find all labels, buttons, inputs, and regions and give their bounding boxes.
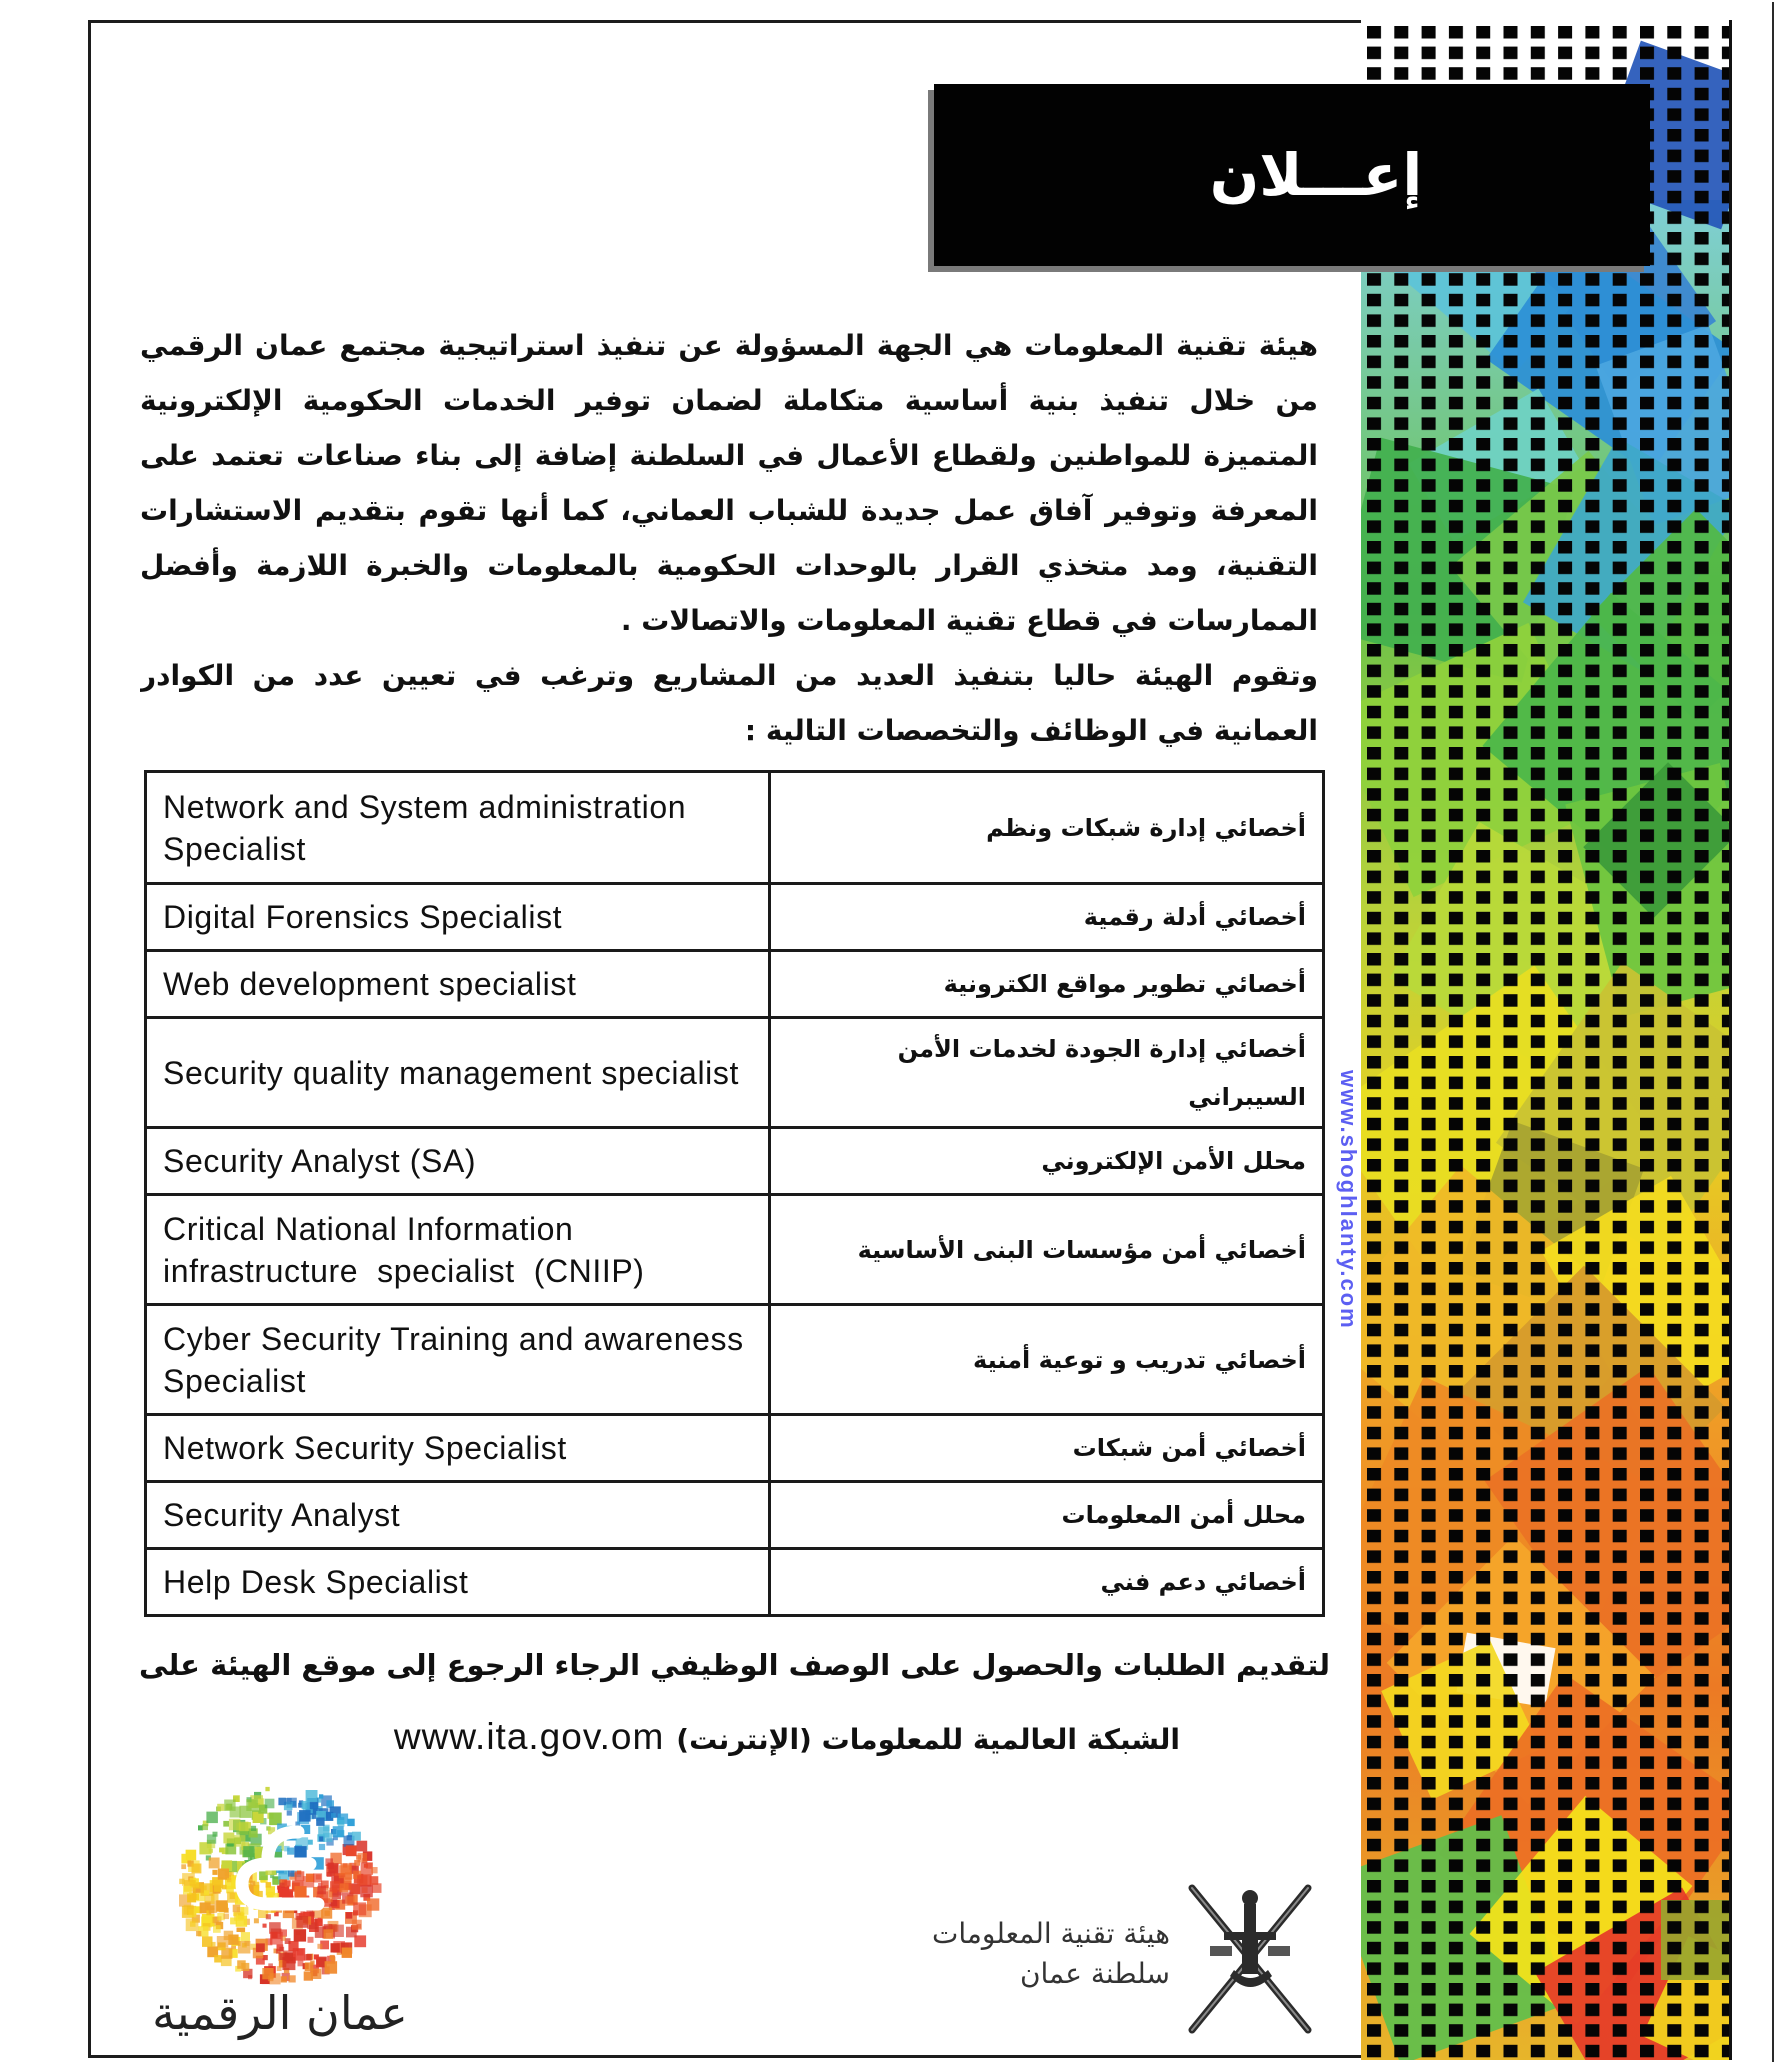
logo-pixel	[229, 1819, 241, 1831]
announcement-title: إعـــلان	[1209, 141, 1423, 209]
logo-pixel	[346, 1912, 353, 1919]
logo-pixel	[367, 1898, 379, 1910]
table-row	[146, 1482, 1324, 1549]
logo-pixel	[268, 1963, 273, 1968]
job-title-en: Network and System administration Specialist	[146, 772, 770, 884]
logo-pixel	[248, 1975, 252, 1979]
logo-pixel	[184, 1905, 194, 1915]
logo-pixel	[324, 1929, 334, 1939]
job-title-en: Help Desk Specialist	[146, 1549, 770, 1616]
ita-logo	[880, 1870, 1340, 2050]
logo-pixel	[269, 1813, 282, 1826]
watermark: www.shoghlanty.com	[1336, 1070, 1361, 1330]
logo-pixel	[212, 1870, 217, 1875]
internet-label: الشبكة العالمية للمعلومات (الإنترنت)	[676, 1723, 1180, 1756]
job-title-ar: أخصائي تدريب و توعية أمنية	[770, 1305, 1324, 1415]
table-row	[146, 1305, 1324, 1415]
table-row	[146, 1128, 1324, 1195]
logo-pixel	[370, 1876, 379, 1885]
logo-pixel	[219, 1848, 224, 1853]
logo-pixel	[358, 1853, 368, 1863]
job-title-ar: محلل أمن المعلومات	[770, 1482, 1324, 1549]
table-row	[146, 884, 1324, 951]
logo-pixel	[296, 1916, 308, 1928]
logo-pixel	[277, 1886, 281, 1890]
logo-pixel	[270, 1932, 283, 1945]
ita-country: سلطنة عمان	[1019, 1957, 1170, 1990]
job-title-ar: أخصائي أدلة رقمية	[770, 884, 1324, 951]
logo-pixel	[192, 1864, 202, 1874]
logo-pixel	[313, 1873, 322, 1882]
logo-pixel	[265, 1799, 275, 1809]
logo-pixel	[371, 1867, 377, 1873]
logo-pixel	[243, 1846, 254, 1857]
logo-pixel	[186, 1918, 199, 1931]
logo-pixel	[308, 1840, 313, 1845]
logo-pixel	[251, 1826, 256, 1831]
logo-pixel	[330, 1871, 334, 1875]
intro-text	[140, 318, 1318, 758]
logo-pixel	[325, 1961, 338, 1974]
oman-emblem-icon	[1180, 1880, 1320, 2040]
logo-pixel	[341, 1863, 352, 1874]
jobs-table	[144, 770, 1325, 1617]
logo-pixel	[294, 1846, 306, 1858]
logo-pixel	[330, 1881, 340, 1891]
logo-pixel	[331, 1943, 340, 1952]
logo-pixel	[206, 1812, 218, 1824]
digital-oman-logo-text: عمان الرقمية	[152, 1986, 408, 2040]
digital-oman-logo	[120, 1776, 460, 2054]
logo-pixel	[357, 1875, 367, 1885]
job-title-ar: أخصائي إدارة شبكات ونظم	[770, 772, 1324, 884]
logo-pixel	[273, 1879, 279, 1885]
ita-logo-text	[932, 1914, 1170, 1994]
logo-pixel	[266, 1914, 271, 1919]
logo-pixel	[250, 1881, 255, 1886]
job-title-en: Critical National Information infrastructure specialist (CNIIP)	[146, 1195, 770, 1305]
logo-pixel	[228, 1935, 238, 1945]
logo-pixel	[186, 1850, 197, 1861]
logo-pixel	[302, 1801, 310, 1809]
logo-pixel	[281, 1976, 287, 1982]
website-link[interactable]: www.ita.gov.om	[393, 1716, 665, 1757]
logo-pixel	[310, 1911, 315, 1916]
job-title-ar: أخصائي إدارة الجودة لخدمات الأمن السيبراني	[770, 1018, 1324, 1128]
logo-pixel	[217, 1804, 224, 1811]
logo-pixel	[308, 1937, 314, 1943]
logo-pixel	[202, 1824, 208, 1830]
logo-pixel	[294, 1886, 306, 1898]
logo-pixel	[224, 1800, 235, 1811]
logo-pixel	[216, 1900, 227, 1911]
decorative-mosaic-column	[1361, 20, 1732, 2060]
logo-pixel	[214, 1885, 221, 1892]
logo-pixel	[237, 1960, 246, 1969]
logo-pixel	[338, 1820, 345, 1827]
job-title-ar: أخصائي أمن مؤسسات البنى الأساسية	[770, 1195, 1324, 1305]
logo-pixel	[196, 1931, 201, 1936]
logo-pixel	[258, 1798, 264, 1804]
logo-pixel	[214, 1955, 221, 1962]
job-title-en: Cyber Security Training and awareness Specialist	[146, 1305, 770, 1415]
logo-pixel	[294, 1929, 306, 1941]
logo-pixel	[223, 1821, 229, 1827]
logo-pixel	[353, 1902, 366, 1915]
job-title-ar: أخصائي أمن شبكات	[770, 1415, 1324, 1482]
logo-pixel	[316, 1818, 324, 1826]
job-title-en: Security quality management specialist	[146, 1018, 770, 1128]
logo-pixel	[321, 1908, 332, 1919]
intro-paragraph-1: هيئة تقنية المعلومات هي الجهة المسؤولة عن تنفيذ استراتيجية مجتمع عمان الرقمي من خلال تنفيذ بنية أساسية متكاملة لضمان توفير الخدمات الحكومية الإلكترونية المتميزة للمواطنين ولقطاع الأعمال في السلطنة إضافة إلى بناء صناعات تعتمد على المعرفة وتوفير آفاق عمل جديدة للشباب العماني، كما أنها تقوم بتقديم الاستشارات التقنية، ومد متخذي القرار بالوحدات الحكومية بالمعلومات والخبرة اللازمة وأفضل الممارسات في قطاع تقنية المعلومات والاتصالات .	[140, 329, 1318, 637]
dot-grid-overlay	[1361, 20, 1732, 2060]
logo-pixel	[362, 1887, 368, 1893]
logo-pixel	[209, 1849, 213, 1853]
announcement-title-box	[934, 84, 1650, 266]
logo-pixel	[246, 1799, 258, 1811]
logo-pixel	[241, 1907, 249, 1915]
table-row	[146, 1018, 1324, 1128]
logo-pixel	[227, 1878, 231, 1882]
logo-pixel	[312, 1815, 316, 1819]
logo-pixel	[181, 1864, 186, 1869]
logo-pixel	[317, 1944, 322, 1949]
logo-pixel	[266, 1882, 272, 1888]
logo-pixel	[333, 1826, 344, 1837]
logo-pixel	[265, 1787, 269, 1791]
logo-pixel	[287, 1848, 294, 1855]
logo-pixel	[223, 1833, 234, 1844]
logo-pixel	[325, 1858, 333, 1866]
job-title-ar: أخصائي دعم فني	[770, 1549, 1324, 1616]
logo-pixel	[209, 1858, 220, 1869]
logo-pixel	[224, 1914, 230, 1920]
logo-pixel	[352, 1832, 361, 1841]
job-title-en: Network Security Specialist	[146, 1415, 770, 1482]
logo-pixel	[240, 1928, 245, 1933]
logo-pixel	[352, 1920, 362, 1930]
job-title-en: Digital Forensics Specialist	[146, 884, 770, 951]
logo-pixel	[230, 1893, 236, 1899]
logo-pixel	[269, 1973, 280, 1984]
job-title-ar: أخصائي تطوير مواقع الكترونية	[770, 951, 1324, 1018]
logo-pixel	[209, 1908, 215, 1914]
logo-pixel	[364, 1864, 368, 1868]
logo-pixel	[211, 1942, 216, 1947]
logo-pixel	[256, 1943, 265, 1952]
job-title-en: Security Analyst	[146, 1482, 770, 1549]
job-title-ar: محلل الأمن الإلكتروني	[770, 1128, 1324, 1195]
logo-pixel	[340, 1883, 349, 1892]
logo-pixel	[319, 1844, 325, 1850]
logo-pixel	[314, 1954, 319, 1959]
logo-pixel	[351, 1884, 360, 1893]
logo-pixel	[323, 1833, 332, 1842]
table-row	[146, 1415, 1324, 1482]
job-title-en: Security Analyst (SA)	[146, 1128, 770, 1195]
table-row	[146, 1195, 1324, 1305]
logo-pixel	[319, 1794, 323, 1798]
intro-paragraph-2: وتقوم الهيئة حاليا بتنفيذ العديد من المشاريع وترغب في تعيين عدد من الكوادر العمانية في الوظائف والتخصصات التالية :	[140, 659, 1318, 747]
logo-pixel	[357, 1841, 368, 1852]
logo-pixel	[202, 1936, 213, 1947]
logo-pixel	[354, 1935, 366, 1947]
logo-pixel	[284, 1880, 290, 1886]
table-row	[146, 772, 1324, 884]
logo-pixel	[254, 1918, 259, 1923]
logo-pixel	[236, 1915, 247, 1926]
logo-pixel	[299, 1810, 311, 1822]
logo-pixel	[179, 1879, 184, 1884]
apply-instructions: لتقديم الطلبات والحصول على الوصف الوظيفي الرجاء الرجوع إلى موقع الهيئة على	[138, 1648, 1330, 1682]
logo-pixel	[295, 1871, 305, 1881]
logo-pixel	[289, 1975, 296, 1982]
logo-pixel	[288, 1870, 294, 1876]
logo-pixel	[317, 1886, 326, 1895]
logo-pixel	[217, 1936, 229, 1948]
logo-pixel	[222, 1885, 227, 1890]
ita-name: هيئة تقنية المعلومات	[932, 1917, 1170, 1950]
logo-pixel	[204, 1890, 209, 1895]
website-line	[360, 1716, 1180, 1766]
logo-pixel	[332, 1925, 344, 1937]
logo-pixel	[263, 1924, 267, 1928]
logo-pixel	[213, 1925, 221, 1933]
logo-pixel	[237, 1928, 242, 1933]
logo-pixel	[346, 1845, 357, 1856]
logo-pixel	[285, 1798, 291, 1804]
logo-pixel	[279, 1947, 284, 1952]
digital-oman-pixel-mark-icon	[150, 1776, 400, 1986]
logo-pixel	[213, 1832, 218, 1837]
logo-pixel	[241, 1932, 250, 1941]
logo-pixel	[238, 1941, 251, 1954]
logo-pixel	[305, 1962, 314, 1971]
logo-pixel	[331, 1957, 336, 1962]
logo-pixel	[306, 1954, 312, 1960]
logo-pixel	[287, 1810, 292, 1815]
logo-pixel	[347, 1819, 354, 1826]
table-row	[146, 1549, 1324, 1616]
logo-pixel	[233, 1905, 241, 1913]
logo-pixel	[306, 1790, 318, 1802]
job-title-en: Web development specialist	[146, 951, 770, 1018]
logo-pixel	[183, 1886, 192, 1895]
logo-pixel	[278, 1798, 286, 1806]
page-edge-line	[1772, 2, 1774, 2062]
logo-pixel	[285, 1953, 294, 1962]
logo-pixel	[342, 1948, 352, 1958]
table-row	[146, 951, 1324, 1018]
logo-pixel	[331, 1813, 336, 1818]
logo-pixel	[298, 1960, 304, 1966]
